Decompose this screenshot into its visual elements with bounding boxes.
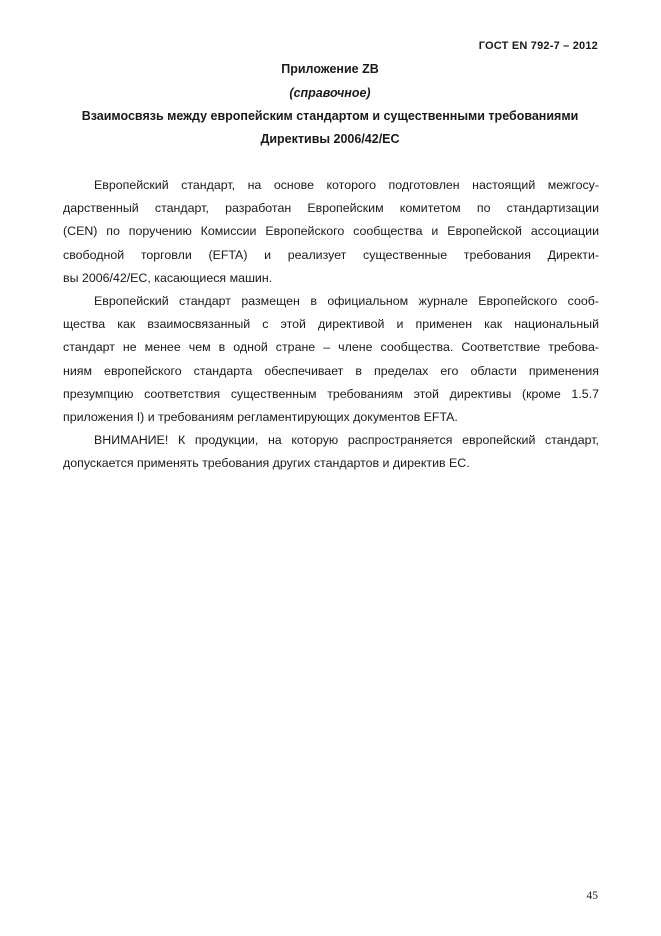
text-line: ВНИМАНИЕ! К продукции, на которую распространяется европейский стандарт, xyxy=(94,433,599,448)
text-line: Европейский стандарт, на основе которого подготовлен настоящий межгосу- xyxy=(94,178,599,192)
text-line: стандарт не менее чем в одной стране – члене сообщества. Соответствие требова- xyxy=(63,340,599,355)
paragraph-2 xyxy=(63,290,599,429)
annex-title: Приложение ZB xyxy=(281,62,379,76)
document-code: ГОСТ EN 792-7 – 2012 xyxy=(478,40,598,52)
annex-heading-line-1: Взаимосвязь между европейским стандартом и существенными требованиями xyxy=(81,109,579,123)
paragraph-3 xyxy=(63,429,599,475)
body-text xyxy=(63,174,599,475)
text-line: презумпцию соответствия существенным требованиям этой директивы (кроме 1.5.7 xyxy=(63,386,599,401)
text-line: приложения I) и требованиям регламентирующих документов EFTA. xyxy=(63,409,458,424)
text-line: (CEN) по поручению Комиссии Европейского сообщества и Европейской ассоциации xyxy=(63,224,599,239)
text-line: допускается применять требования других стандартов и директив ЕС. xyxy=(63,456,470,471)
text-line: дарственный стандарт, разработан Европейским комитетом по стандартизации xyxy=(63,201,599,216)
text-line: вы 2006/42/ЕС, касающиеся машин. xyxy=(63,270,273,285)
text-line: свободной торговли (EFTA) и реализует существенные требования Директи- xyxy=(63,247,599,262)
text-line: Европейский стандарт размещен в официальном журнале Европейского сооб- xyxy=(94,293,599,308)
annex-heading-line-2: Директивы 2006/42/ЕС xyxy=(260,132,400,146)
page-number: 45 xyxy=(586,890,598,902)
annex-type: (справочное) xyxy=(289,86,371,100)
paragraph-1 xyxy=(63,174,599,290)
text-line: щества как взаимосвязанный с этой директивой и применен как национальный xyxy=(63,317,599,332)
text-line: ниям европейского стандарта обеспечивает в пределах его области применения xyxy=(63,363,599,378)
